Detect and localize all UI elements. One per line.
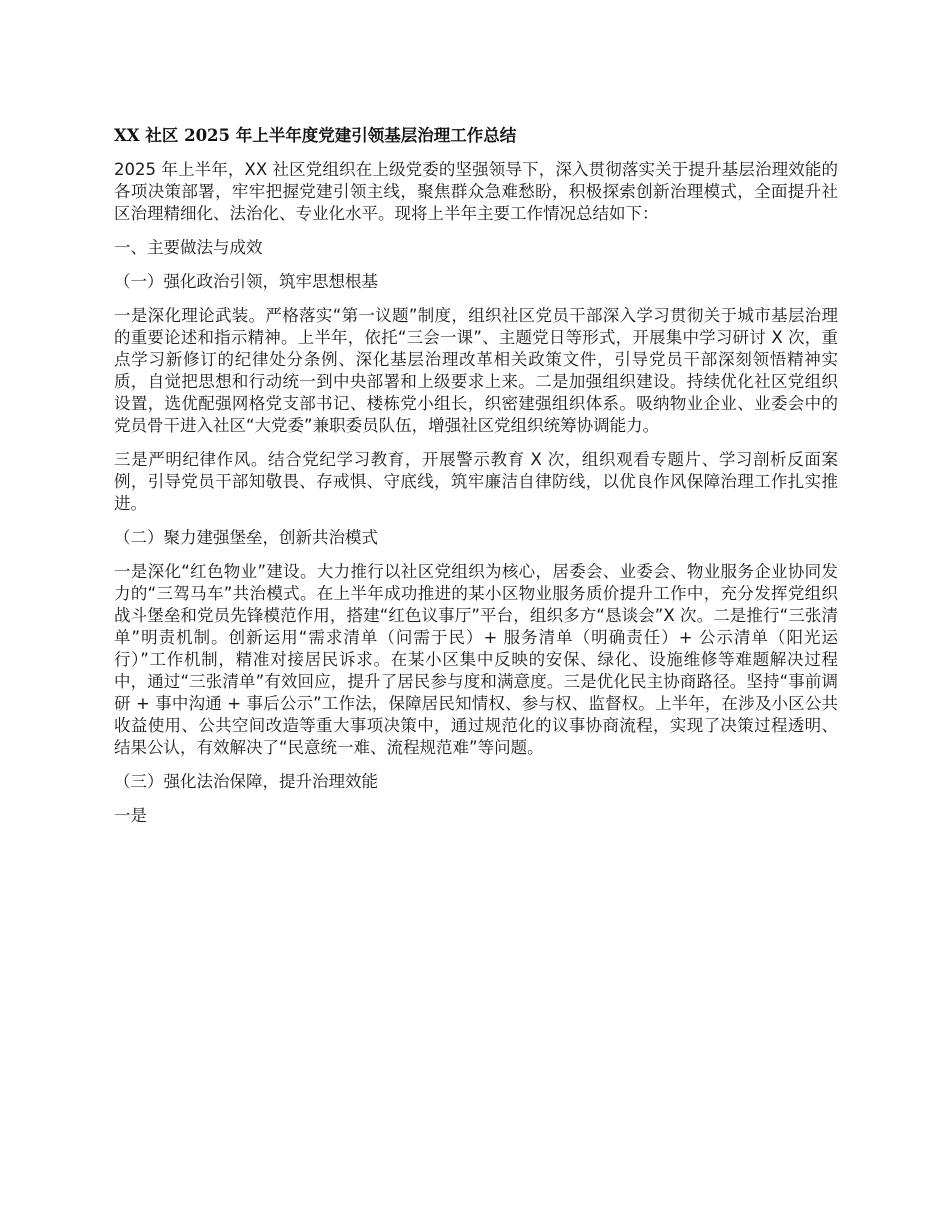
subsection-heading-3: （三）强化法治保障，提升治理效能: [114, 772, 378, 791]
intro-paragraph: 2025 年上半年，XX 社区党组织在上级党委的坚强领导下，深入贯彻落实关于提升基层治理效能的各项决策部署，牢牢把握党建引领主线，聚焦群众急难愁盼，积极探索创新治理模式，全面提升社区治理精细化、法治化、专业化水平。现将上半年主要工作情况总结如下：: [114, 160, 838, 223]
subsection-heading-1: （一）强化政治引领，筑牢思想根基: [114, 272, 378, 291]
subsection-1-paragraph-1: 一是深化理论武装。严格落实“第一议题”制度，组织社区党员干部深入学习贯彻关于城市基层治理的重要论述和指示精神。上半年，依托“三会一课”、主题党日等形式，开展集中学习研讨 X 次，重点学习新修订的纪律处分条例、深化基层治理改革相关政策文件，引导党员干部深刻领悟精神实质，自觉把思想和行动统一到中央部署和上级要求上来。二是加强组织建设。持续优化社区党组织设置，选优配强网格党支部书记、楼栋党小组长，织密建强组织体系。吸纳物业企业、业委会中的党员骨干进入社区“大党委”兼职委员队伍，增强社区党组织统筹协调能力。: [114, 306, 838, 435]
subsection-heading-2: （二）聚力建强堡垒，创新共治模式: [114, 528, 378, 547]
subsection-1-paragraph-2: 三是严明纪律作风。结合党纪学习教育，开展警示教育 X 次，组织观看专题片、学习剖析反面案例，引导党员干部知敬畏、存戒惧、守底线，筑牢廉洁自律防线，以优良作风保障治理工作扎实推进。: [114, 450, 838, 513]
document-title: XX 社区 2025 年上半年度党建引领基层治理工作总结: [114, 126, 517, 145]
subsection-3-paragraph-1: 一是: [114, 806, 147, 825]
section-heading-1: 一、主要做法与成效: [114, 238, 263, 257]
subsection-2-paragraph-1: 一是深化“红色物业”建设。大力推行以社区党组织为核心，居委会、业委会、物业服务企业协同发力的“三驾马车”共治模式。在上半年成功推进的某小区物业服务质价提升工作中，充分发挥党组织战斗堡垒和党员先锋模范作用，搭建“红色议事厅”平台，组织多方“恳谈会”X 次。二是推行“三张清单”明责机制。创新运用“需求清单（问需于民）+ 服务清单（明确责任）+ 公示清单（阳光运行）”工作机制，精准对接居民诉求。在某小区集中反映的安保、绿化、设施维修等难题解决过程中，通过“三张清单”有效回应，提升了居民参与度和满意度。三是优化民主协商路径。坚持“事前调研 + 事中沟通 + 事后公示”工作法，保障居民知情权、参与权、监督权。上半年，在涉及小区公共收益使用、公共空间改造等重大事项决策中，通过规范化的议事协商流程，实现了决策过程透明、结果公认，有效解决了“民意统一难、流程规范难”等问题。: [114, 562, 838, 757]
